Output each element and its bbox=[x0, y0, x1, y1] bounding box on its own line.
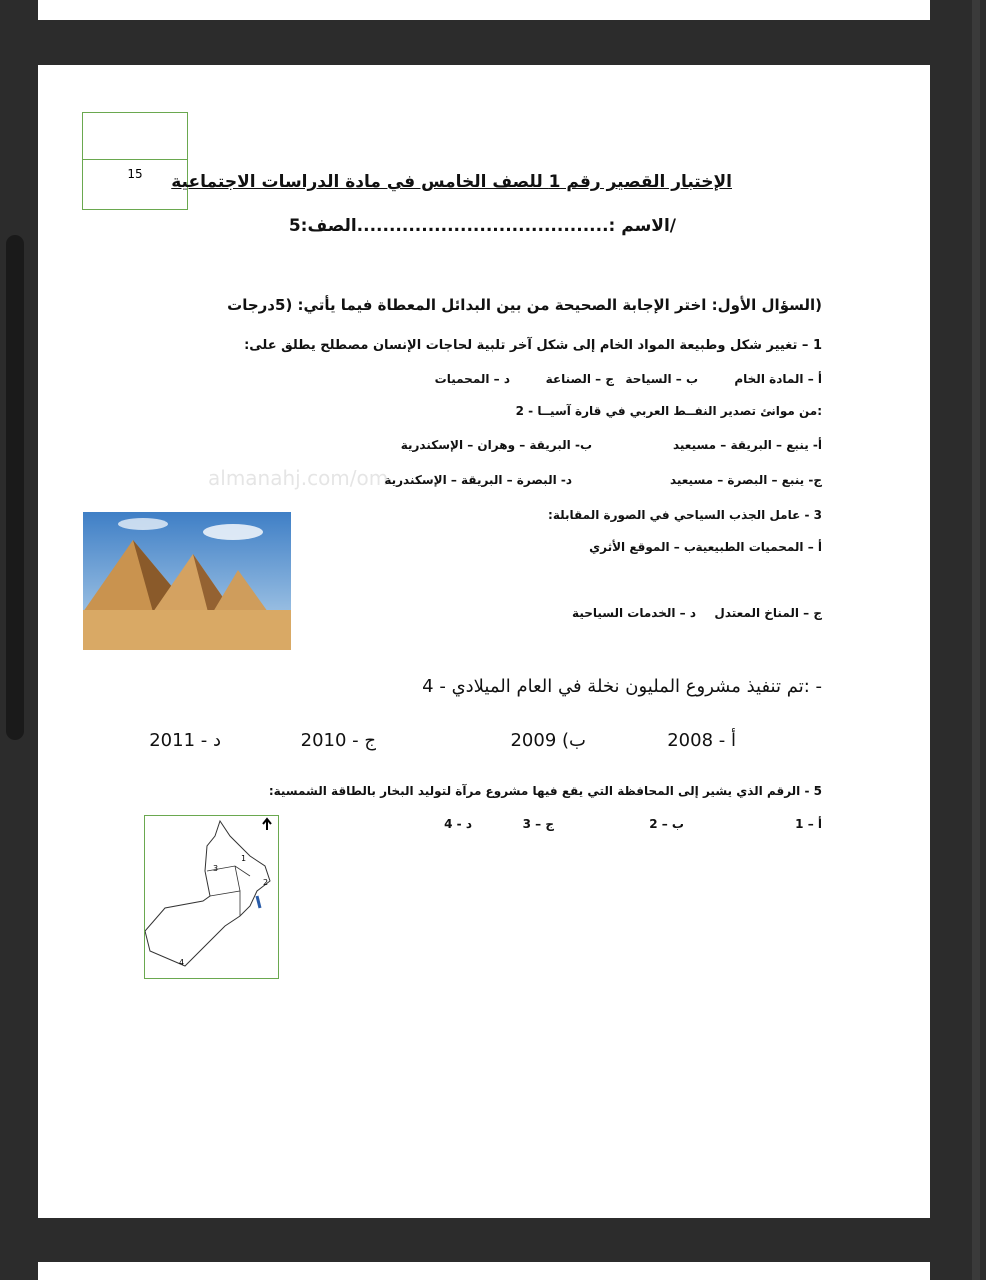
oman-map bbox=[144, 815, 279, 979]
north-arrow-icon bbox=[263, 819, 271, 830]
q2-option-c: ج- ينبع – البصرة – مسيعيد bbox=[669, 473, 822, 487]
q5-option-a: أ – 1 bbox=[795, 817, 822, 831]
q1-option-b: ب – السياحة bbox=[625, 372, 698, 386]
page-title: الإختبار القصير رقم 1 للصف الخامس في مادة الدراسات الاجتماعية bbox=[171, 172, 732, 192]
q1-option-c: ج – الصناعة bbox=[545, 372, 614, 386]
q4-option-a: أ - 2008 bbox=[667, 730, 736, 751]
scrollbar-thumb[interactable] bbox=[6, 235, 24, 740]
watermark: almanahj.com/om bbox=[208, 466, 389, 490]
q3-text: 3 - عامل الجذب السياحي في الصورة المقابلة: bbox=[548, 508, 822, 522]
q5-option-c: ج – 3 bbox=[522, 817, 554, 831]
q5-option-d: د - 4 bbox=[444, 817, 472, 831]
q5-option-b: ب – 2 bbox=[649, 817, 684, 831]
q3-option-b: ب – الموقع الأثري bbox=[589, 540, 696, 554]
pyramids-image bbox=[83, 512, 291, 650]
section-heading: (السؤال الأول: اختر الإجابة الصحيحة من بين البدائل المعطاة فيما يأتي: (5درجات bbox=[227, 296, 822, 314]
map-label-1: 1 bbox=[241, 854, 247, 863]
q5-text: 5 - الرقم الذي يشير إلى المحافظة التي يقع فيها مشروع مرآة لتوليد البخار بالطاقة الشمسية: bbox=[268, 784, 822, 798]
next-page-edge bbox=[38, 1262, 930, 1280]
map-label-4: 4 bbox=[179, 958, 185, 967]
q4-option-d: د - 2011 bbox=[149, 730, 221, 751]
q3-option-c: ج – المناخ المعتدل bbox=[714, 606, 822, 620]
name-class-line: /الاسم :.......................................الصف:5 bbox=[288, 216, 676, 236]
q2-option-d: د- البصرة – البريقة – الإسكندرية bbox=[384, 473, 572, 487]
scrollbar-track[interactable] bbox=[972, 0, 980, 1280]
q4-text: - :تم تنفيذ مشروع المليون نخلة في العام الميلادي - 4 bbox=[422, 676, 822, 697]
q1-option-d: د – المحميات bbox=[434, 372, 510, 386]
q4-option-b: ب) 2009 bbox=[510, 730, 586, 751]
previous-page-edge bbox=[38, 0, 930, 20]
map-label-3: 3 bbox=[213, 864, 219, 873]
q3-option-d: د – الخدمات السياحية bbox=[572, 606, 696, 620]
q4-option-c: ج - 2010 bbox=[300, 730, 376, 751]
q1-option-a: أ – المادة الخام bbox=[734, 372, 822, 386]
score: 15 bbox=[127, 167, 143, 181]
grade-box bbox=[82, 112, 188, 210]
q1-text: 1 – تغيير شكل وطبيعة المواد الخام إلى شكل آخر تلبية لحاجات الإنسان مصطلح يطلق على: bbox=[244, 338, 822, 353]
q2-text: :من موانئ تصدير النفــط العربي في قارة آسيــا - 2 bbox=[515, 404, 822, 418]
q2-option-b: ب- البريقة – وهران – الإسكندرية bbox=[400, 438, 592, 452]
q2-option-a: أ- ينبع – البريقة – مسيعيد bbox=[672, 438, 822, 452]
map-label-2: 2 bbox=[263, 878, 269, 887]
q3-option-a: أ – المحميات الطبيعية bbox=[695, 540, 822, 554]
